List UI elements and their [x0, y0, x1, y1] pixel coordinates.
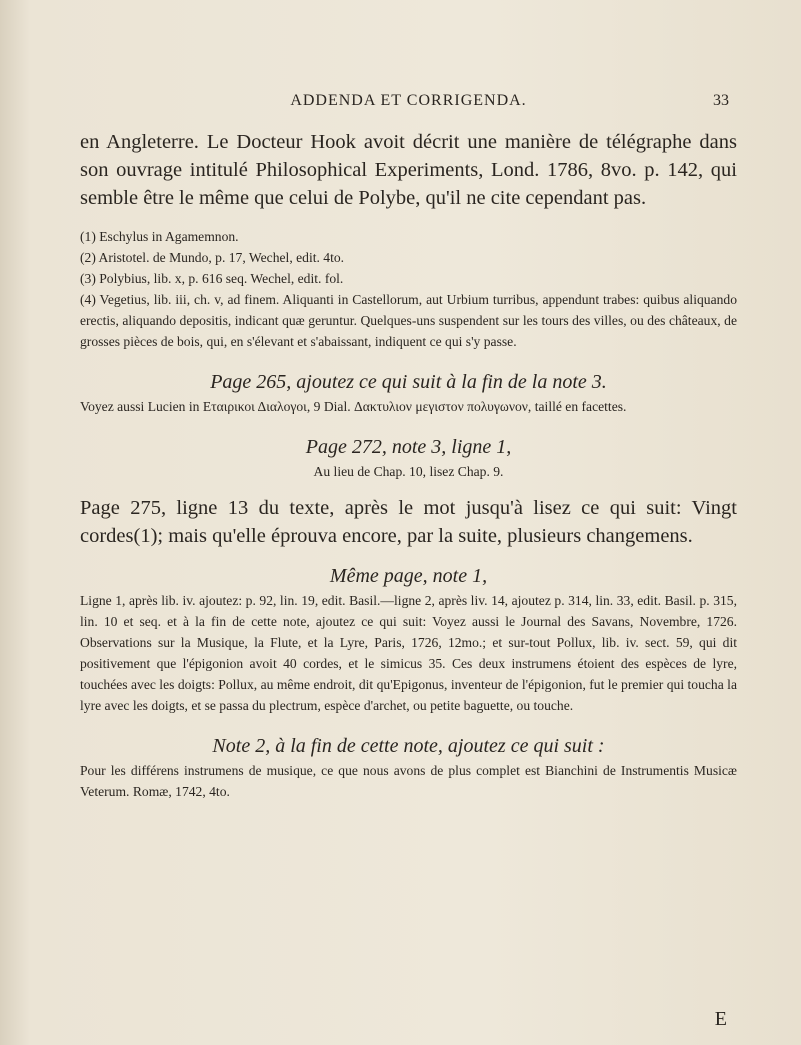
running-title: ADDENDA ET CORRIGENDA.	[290, 92, 527, 109]
paragraph-note-2: Pour les différens instrumens de musique, ce que nous avons de plus complet est Bianchini de Instrumentis Musicæ Veterum. Romæ, 1742, 4to.	[80, 763, 737, 799]
heading-page-265: Page 265, ajoutez ce qui suit à la fin de la note 3.	[210, 371, 607, 393]
footnote-3: (3) Polybius, lib. x, p. 616 seq. Wechel, edit. fol.	[80, 271, 344, 286]
footnote-1: (1) Eschylus in Agamemnon.	[80, 229, 239, 244]
footnote-4: (4) Vegetius, lib. iii, ch. v, ad finem. Aliquanti in Castellorum, aut Urbium turribus, appendunt trabes: quibus aliquando erectis, aliquando depositis, indicant quæ geruntur. Quelques-uns suspendent sur les tours des villes, ou des châteaux, de grosses pièces de bois, qui, en s'élevant et s'abaissant, indiquent ce qui s'y passe.	[80, 292, 737, 349]
catchword: E	[714, 1008, 727, 1030]
heading-meme-page: Même page, note 1,	[329, 565, 488, 587]
intro-paragraph: en Angleterre. Le Docteur Hook avoit décrit une manière de télégraphe dans son ouvrage intitulé Philosophical Experiments, Lond. 1786, 8vo. p. 142, qui semble être le même que celui de Polybe, qu'il ne cite cependant pas.	[80, 131, 737, 209]
page-number: 33	[713, 92, 729, 109]
paragraph-page-272: Au lieu de Chap. 10, lisez Chap. 9.	[313, 464, 504, 479]
heading-page-272: Page 272, note 3, ligne 1,	[305, 436, 512, 458]
footnote-2: (2) Aristotel. de Mundo, p. 17, Wechel, edit. 4to.	[80, 250, 345, 265]
running-head	[80, 92, 737, 116]
paragraph-page-275: Page 275, ligne 13 du texte, après le mot jusqu'à lisez ce qui suit: Vingt cordes(1); mais qu'elle éprouva encore, par la suite, plusieurs changemens.	[80, 497, 737, 547]
paragraph-page-265: Voyez aussi Lucien in Εταιρικοι Διαλογοι, 9 Dial. Δακτυλιον μεγιστον πολυγωνον, taillé en facettes.	[80, 399, 627, 414]
heading-note-2: Note 2, à la fin de cette note, ajoutez ce qui suit :	[212, 735, 605, 757]
paragraph-meme-page: Ligne 1, après lib. iv. ajoutez: p. 92, lin. 19, edit. Basil.—ligne 2, après liv. 14, ajoutez p. 314, lin. 33, edit. Basil. p. 315, lin. 10 et seq. et à la fin de cette note, ajoutez ce qui suit: Voyez aussi le Journal des Savans, Novembre, 1726. Observations sur la Musique, la Flute, et la Lyre, Paris, 1726, 12mo.; et sur-tout Pollux, lib. iv. sect. 59, qui dit positivement que l'épigonion avoit 40 cordes, et le simicus 35. Ces deux instrumens étoient des espèces de lyre, touchées avec les doigts: Pollux, au même endroit, dit qu'Epigonus, inventeur de l'épigonion, fut le premier qui toucha la lyre avec les doigts, et se passa du plectrum, espèce d'archet, ou petite baguette, ou touche.	[80, 593, 737, 713]
page-body	[80, 128, 737, 802]
